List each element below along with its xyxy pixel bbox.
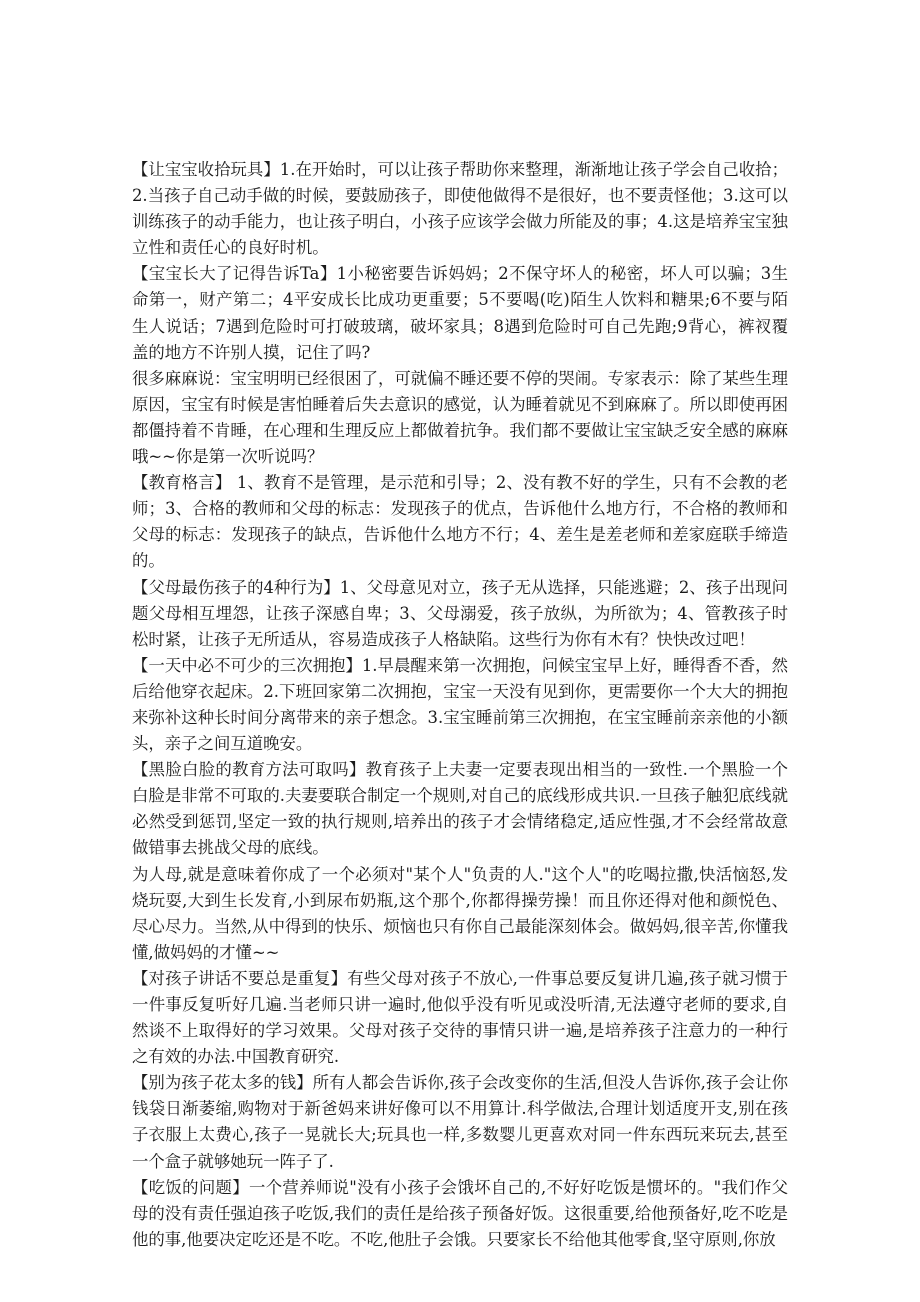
- paragraph-safety-rules: 【宝宝长大了记得告诉Ta】1小秘密要告诉妈妈；2不保守坏人的秘密，坏人可以骗；3生命第一，财产第二；4平安成长比成功更重要；5不要喝(吃)陌生人饮料和糖果;6不要与陌生人说话；7遇到危险时可打破玻璃，破坏家具；8遇到危险时可自己先跑;9背心，裤衩覆盖的地方不许别人摸，记住了吗?: [132, 264, 788, 362]
- paragraph-education-maxims: 【教育格言】 1、教育不是管理，是示范和引导；2、没有教不好的学生，只有不会教的老师；3、合格的教师和父母的标志：发现孩子的优点，告诉他什么地方行，不合格的教师和父母的标志：发现孩子的缺点，告诉他什么地方不行；4、差生是差老师和差家庭联手缔造的。: [132, 473, 788, 571]
- paragraph-spending: 【别为孩子花太多的钱】所有人都会告诉你,孩子会改变你的生活,但没人告诉你,孩子会让你钱袋日渐萎缩,购物对于新爸妈来讲好像可以不用算计.科学做法,合理计划适度开支,别在孩子衣服上太费心,孩子一晃就长大;玩具也一样,多数婴儿更喜欢对同一件东西玩来玩去,甚至一个盒子就够她玩一阵子了.: [132, 1073, 788, 1171]
- paragraph-baby-sleep: 很多麻麻说：宝宝明明已经很困了，可就偏不睡还要不停的哭闹。专家表示：除了某些生理原因，宝宝有时候是害怕睡着后失去意识的感觉，认为睡着就见不到麻麻了。所以即使再困都僵持着不肯睡，在心理和生理反应上都做着抗争。我们都不要做让宝宝缺乏安全感的麻麻哦~~你是第一次听说吗？: [132, 368, 788, 467]
- paragraph-good-cop-bad-cop: 【黑脸白脸的教育方法可取吗】教育孩子上夫妻一定要表现出相当的一致性.一个黑脸一个白脸是非常不可取的.夫妻要联合制定一个规则,对自己的底线形成共识.一旦孩子触犯底线就必然受到惩罚,坚定一致的执行规则,培养出的孩子才会情绪稳定,适应性强,才不会经常故意做错事去挑战父母的底线。: [132, 760, 788, 858]
- paragraph-parent-behaviors: 【父母最伤孩子的4种行为】1、父母意见对立，孩子无从选择，只能逃避；2、孩子出现问题父母相互埋怨，让孩子深感自卑；3、父母溺爱，孩子放纵，为所欲为；4、管教孩子时松时紧，让孩子无所适从，容易造成孩子人格缺陷。这些行为你有木有？快快改过吧！: [132, 577, 788, 649]
- paragraph-three-hugs: 【一天中必不可少的三次拥抱】1.早晨醒来第一次拥抱，问候宝宝早上好，睡得香不香，然后给他穿衣起床。2.下班回家第二次拥抱，宝宝一天没有见到你，更需要你一个大大的拥抱来弥补这种长时间分离带来的亲子想念。3.宝宝睡前第三次拥抱，在宝宝睡前亲亲他的小额头，亲子之间互道晚安。: [132, 655, 788, 754]
- paragraph-no-repeating: 【对孩子讲话不要总是重复】有些父母对孩子不放心,一件事总要反复讲几遍,孩子就习惯于一件事反复听好几遍.当老师只讲一遍时,他似乎没有听见或没听清,无法遵守老师的要求,自然谈不上取得好的学习效果。父母对孩子交待的事情只讲一遍,是培养孩子注意力的一种行之有效的办法.中国教育研究.: [132, 968, 788, 1067]
- paragraph-tidy-toys: 【让宝宝收拾玩具】1.在开始时，可以让孩子帮助你来整理，渐渐地让孩子学会自己收拾；2.当孩子自己动手做的时候，要鼓励孩子，即使他做得不是很好，也不要责怪他；3.这可以训练孩子的动手能力，也让孩子明白，小孩子应该学会做力所能及的事；4.这是培养宝宝独立性和责任心的良好时机。: [132, 160, 788, 258]
- document-body: [132, 157, 788, 1253]
- paragraph-motherhood: 为人母,就是意味着你成了一个必须对"某个人"负责的人."这个人"的吃喝拉撒,快活恼怒,发烧玩耍,大到生长发育,小到尿布奶瓶,这个那个,你都得操劳操！而且你还得对他和颜悦色、尽心尽力。当然,从中得到的快乐、烦恼也只有你自己最能深刻体会。做妈妈,很辛苦,你懂我懂,做妈妈的才懂~~: [132, 864, 788, 962]
- paragraph-eating: 【吃饭的问题】一个营养师说"没有小孩子会饿坏自己的,不好好吃饭是惯坏的。"我们作父母的没有责任强迫孩子吃饭,我们的责任是给孩子预备好饭。这很重要,给他预备好,吃不吃是他的事,他要决定吃还是不吃。不吃,他肚子会饿。只要家长不给他其他零食,坚守原则,你放: [132, 1177, 788, 1249]
